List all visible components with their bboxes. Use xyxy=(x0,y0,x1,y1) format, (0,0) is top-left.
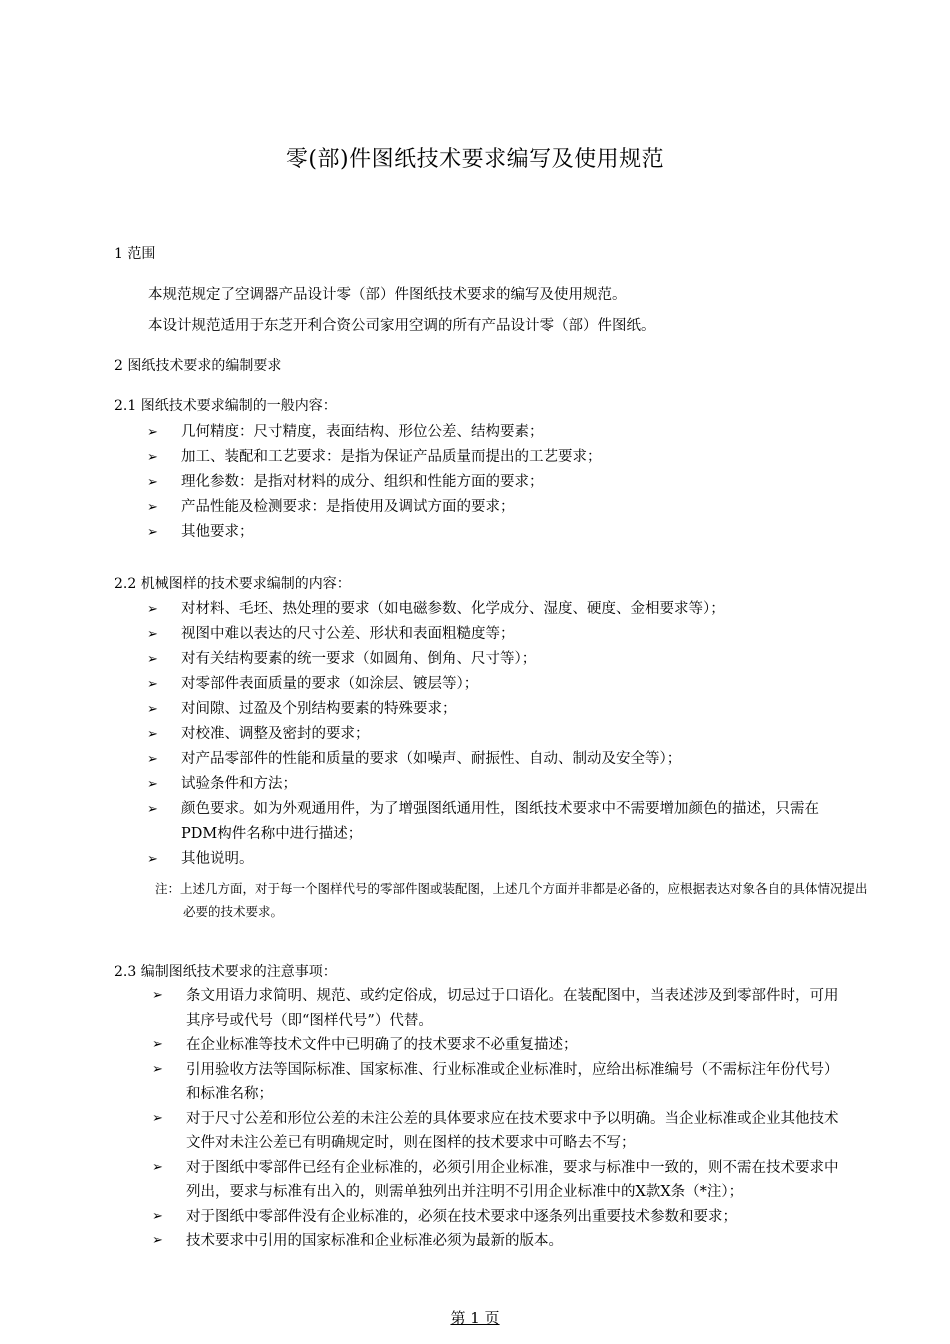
list-item: ➢ 颜色要求。如为外观通用件，为了增强图纸通用性，图纸技术要求中不需要增加颜色的描述，只需在PDM构件名称中进行描述； xyxy=(181,797,841,847)
list-item: ➢ 试验条件和方法； xyxy=(181,772,841,797)
list-item: ➢ 对校准、调整及密封的要求； xyxy=(181,722,841,747)
arrow-bullet-icon: ➢ xyxy=(147,627,158,642)
arrow-bullet-icon: ➢ xyxy=(152,1159,163,1175)
arrow-bullet-icon: ➢ xyxy=(152,1233,163,1248)
document-title: 零(部)件图纸技术要求编写及使用规范 xyxy=(285,147,665,172)
section-2-2-note: 注：上述几方面，对于每一个图样代号的零部件图或装配图，上述几个方面并非都是必备的，应根据表达对象各自的具体情况提出必要的技术要求。 xyxy=(155,881,868,919)
list-item: ➢ 其他说明。 xyxy=(181,847,841,872)
arrow-bullet-icon: ➢ xyxy=(147,727,158,742)
list-item: ➢ 加工、装配和工艺要求：是指为保证产品质量而提出的工艺要求； xyxy=(181,445,841,470)
arrow-bullet-icon: ➢ xyxy=(147,652,158,667)
list-item: ➢ 对于图纸中零部件已经有企业标准的，必须引用企业标准，要求与标准中一致的，则不需在技术要求中列出，要求与标准有出入的，则需单独列出并注明不引用企业标准中的X款X条（*注）； xyxy=(186,1156,840,1205)
arrow-bullet-icon: ➢ xyxy=(147,602,158,617)
section-2-3-heading: 2.3 编制图纸技术要求的注意事项： xyxy=(114,964,337,980)
arrow-bullet-icon: ➢ xyxy=(147,777,158,792)
list-item: ➢ 理化参数：是指对材料的成分、组织和性能方面的要求； xyxy=(181,470,841,495)
section-1-heading: 1 范围 xyxy=(114,246,156,262)
list-item: ➢ 对间隙、过盈及个别结构要素的特殊要求； xyxy=(181,697,841,722)
arrow-bullet-icon: ➢ xyxy=(152,1208,163,1224)
list-item: ➢ 对产品零部件的性能和质量的要求（如噪声、耐振性、自动、制动及安全等）； xyxy=(181,747,841,772)
arrow-bullet-icon: ➢ xyxy=(147,677,158,692)
list-item: ➢ 视图中难以表达的尺寸公差、形状和表面粗糙度等； xyxy=(181,622,841,647)
list-item: ➢ 产品性能及检测要求：是指使用及调试方面的要求； xyxy=(181,495,841,520)
list-item: ➢ 对零部件表面质量的要求（如涂层、镀层等）； xyxy=(181,672,841,697)
list-item: ➢ 引用验收方法等国际标准、国家标准、行业标准或企业标准时，应给出标准编号（不需标注年份代号）和标准名称； xyxy=(186,1058,840,1107)
section-2-2-list xyxy=(147,597,841,872)
list-item: ➢ 几何精度：尺寸精度，表面结构、形位公差、结构要素； xyxy=(181,420,841,445)
section-2-heading: 2 图纸技术要求的编制要求 xyxy=(114,358,282,374)
arrow-bullet-icon: ➢ xyxy=(147,852,158,867)
section-1-paragraph-1: 本规范规定了空调器产品设计零（部）件图纸技术要求的编写及使用规范。 xyxy=(148,287,627,303)
arrow-bullet-icon: ➢ xyxy=(152,988,163,1003)
section-2-1-heading: 2.1 图纸技术要求编制的一般内容： xyxy=(114,398,337,414)
arrow-bullet-icon: ➢ xyxy=(147,450,158,465)
list-item: ➢ 对有关结构要素的统一要求（如圆角、倒角、尺寸等）； xyxy=(181,647,841,672)
section-2-1-list xyxy=(147,420,841,545)
arrow-bullet-icon: ➢ xyxy=(152,1061,163,1077)
list-item: ➢ 条文用语力求简明、规范、或约定俗成，切忌过于口语化。在装配图中，当表述涉及到零部件时，可用其序号或代号（即“图样代号”）代替。 xyxy=(186,984,840,1033)
arrow-bullet-icon: ➢ xyxy=(147,525,158,540)
arrow-bullet-icon: ➢ xyxy=(147,702,158,717)
arrow-bullet-icon: ➢ xyxy=(147,500,158,515)
arrow-bullet-icon: ➢ xyxy=(147,425,158,440)
section-2-2-heading: 2.2 机械图样的技术要求编制的内容： xyxy=(114,576,351,592)
page-number: 第 1 页 xyxy=(450,1309,500,1327)
arrow-bullet-icon: ➢ xyxy=(152,1110,163,1126)
arrow-bullet-icon: ➢ xyxy=(147,802,158,817)
list-item: ➢ 对于尺寸公差和形位公差的未注公差的具体要求应在技术要求中予以明确。当企业标准或企业其他技术文件对未注公差已有明确规定时，则在图样的技术要求中可略去不写； xyxy=(186,1107,840,1156)
list-item: ➢ 其他要求； xyxy=(181,520,841,545)
list-item: ➢ 在企业标准等技术文件中已明确了的技术要求不必重复描述； xyxy=(186,1033,840,1058)
arrow-bullet-icon: ➢ xyxy=(152,1037,163,1052)
section-2-3-list xyxy=(152,984,840,1254)
arrow-bullet-icon: ➢ xyxy=(147,475,158,490)
list-item: ➢ 技术要求中引用的国家标准和企业标准必须为最新的版本。 xyxy=(186,1229,840,1254)
list-item: ➢ 对于图纸中零部件没有企业标准的，必须在技术要求中逐条列出重要技术参数和要求； xyxy=(186,1205,840,1230)
arrow-bullet-icon: ➢ xyxy=(147,752,158,767)
section-1-paragraph-2: 本设计规范适用于东芝开利合资公司家用空调的所有产品设计零（部）件图纸。 xyxy=(148,318,656,334)
list-item: ➢ 对材料、毛坯、热处理的要求（如电磁参数、化学成分、湿度、硬度、金相要求等）； xyxy=(181,597,841,622)
